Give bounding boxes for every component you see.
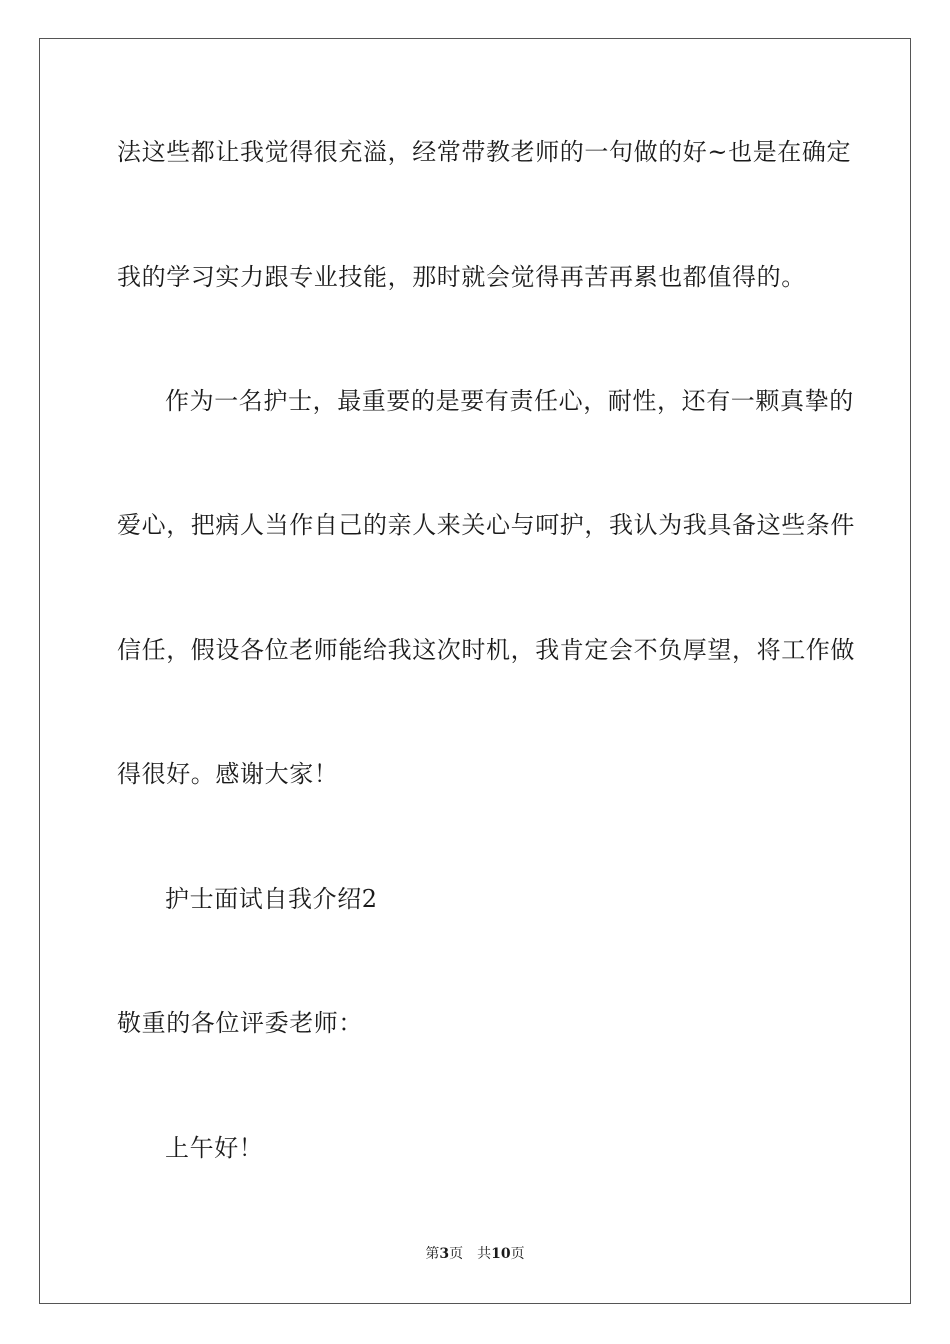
body-line-4: 爱心，把病人当作自己的亲人来关心与呵护，我认为我具备这些条件 xyxy=(117,511,855,539)
body-line-5: 信任，假设各位老师能给我这次时机，我肯定会不负厚望，将工作做 xyxy=(117,636,855,664)
body-line-6: 得很好。感谢大家！ xyxy=(117,760,339,788)
page-mid: 页 共 xyxy=(449,1246,492,1262)
body-line-1: 法这些都让我觉得很充溢，经常带教老师的一句做的好~也是在确定 xyxy=(117,138,852,166)
page-current: 3 xyxy=(439,1246,450,1262)
page-frame xyxy=(39,38,911,1304)
salutation: 敬重的各位评委老师： xyxy=(117,1009,363,1037)
body-line-3: 作为一名护士，最重要的是要有责任心，耐性，还有一颗真挚的 xyxy=(165,387,854,415)
page-suffix: 页 xyxy=(510,1246,525,1262)
greeting: 上午好！ xyxy=(165,1134,264,1162)
section-heading: 护士面试自我介绍2 xyxy=(165,885,378,913)
page-prefix: 第 xyxy=(425,1246,440,1262)
page-footer xyxy=(0,1244,950,1264)
page-total: 10 xyxy=(491,1246,511,1262)
body-line-2: 我的学习实力跟专业技能，那时就会觉得再苦再累也都值得的。 xyxy=(117,263,806,291)
